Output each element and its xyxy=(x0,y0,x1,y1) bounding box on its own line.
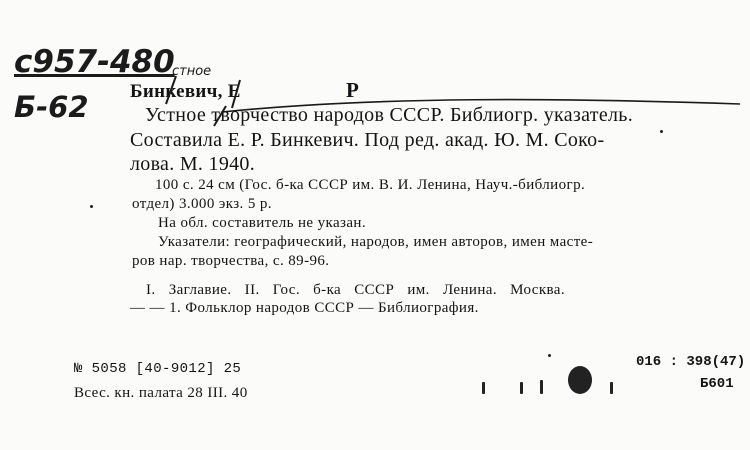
handwritten-note: стное xyxy=(172,64,212,79)
ink-speck xyxy=(610,382,613,394)
author-heading: Бинкевич, Е xyxy=(130,81,241,102)
index-letter: Р xyxy=(346,78,359,102)
index-note-cont-line: ров нар. творчества, с. 89-96. xyxy=(132,253,330,269)
subject-line: — — 1. Фольклор народов СССР — Библиография. xyxy=(130,300,479,316)
publication-line: лова. М. 1940. xyxy=(130,153,256,175)
physical-description-line: 100 с. 24 см (Гос. б-ка СССР им. В. И. Ленина, Науч.-библиогр. xyxy=(155,177,586,193)
udc-code: 016 : 398(47) xyxy=(636,354,746,370)
index-note-line: Указатели: географический, народов, имен авторов, имен масте- xyxy=(158,234,594,250)
ink-speck xyxy=(520,382,523,394)
handwritten-shelfmark: с957-480 xyxy=(14,44,175,80)
book-chamber-line: Всес. кн. палата 28 III. 40 xyxy=(74,385,248,401)
handwritten-author-index: Б-62 xyxy=(14,90,89,124)
ink-speck xyxy=(90,205,93,208)
ink-speck xyxy=(548,354,551,357)
note-line: На обл. составитель не указан. xyxy=(158,215,366,231)
ink-speck xyxy=(540,380,543,394)
class-code: Б601 xyxy=(700,376,734,392)
card-number: № 5058 [40-9012] 25 xyxy=(74,361,242,377)
edition-line: отдел) 3.000 экз. 5 р. xyxy=(132,196,272,212)
ink-speck xyxy=(660,130,663,133)
tracings-line: I. Заглавие. II. Гос. б-ка СССР им. Ленина. Москва. xyxy=(146,282,566,298)
ink-speck xyxy=(482,382,485,394)
statement-line: Составила Е. Р. Бинкевич. Под ред. акад. Ю. М. Соко- xyxy=(130,129,605,151)
ink-blot xyxy=(568,366,592,394)
title-line: Устное творчество народов СССР. Библиогр. указатель. xyxy=(145,104,633,126)
